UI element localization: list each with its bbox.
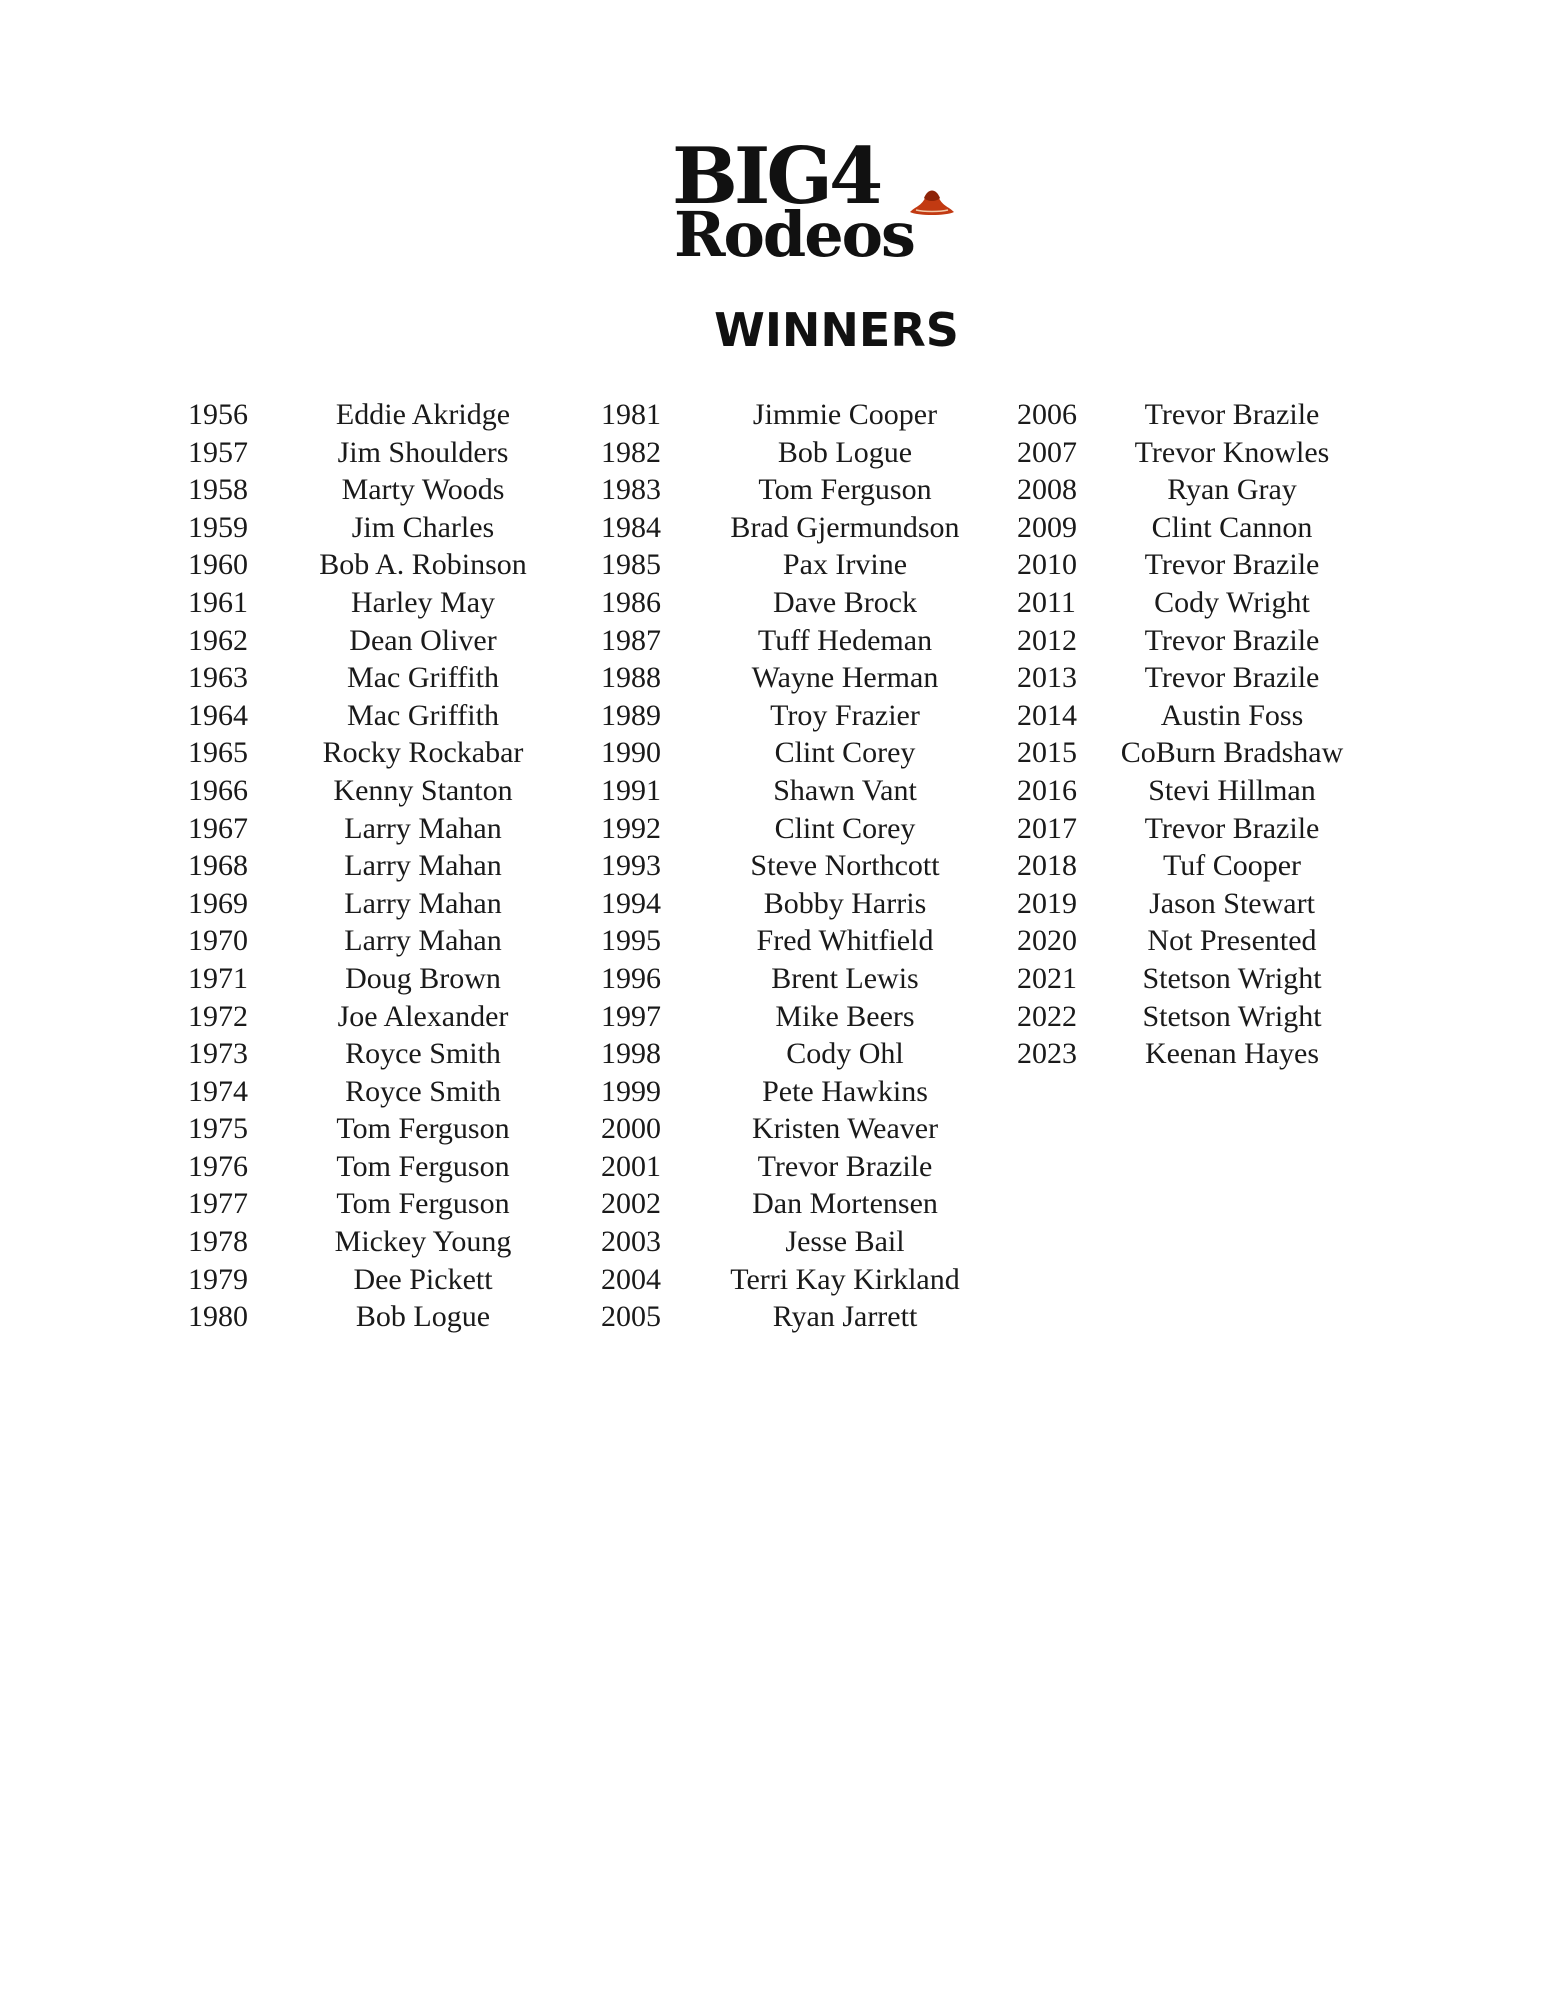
winner-name: Austin Foss (1160, 698, 1304, 732)
winner-year: 1970 (188, 924, 248, 958)
winner-year: 2011 (1017, 585, 1076, 619)
winner-name: Marty Woods (341, 473, 505, 507)
winner-year: 2009 (1017, 510, 1077, 544)
winner-year: 1980 (188, 1300, 248, 1334)
winner-year: 1998 (601, 1037, 661, 1071)
winner-name: Trevor Brazile (1144, 623, 1320, 657)
winner-year: 1978 (188, 1225, 248, 1259)
page-title: WINNERS (714, 303, 959, 357)
winner-name: Trevor Brazile (757, 1149, 933, 1183)
winner-name: Trevor Brazile (1144, 548, 1320, 582)
winner-name: Royce Smith (345, 1037, 501, 1071)
winner-name: Ryan Jarrett (772, 1300, 918, 1334)
winner-year: 2019 (1017, 886, 1077, 920)
winner-name: Tuff Hedeman (757, 623, 933, 657)
winner-name: Bob Logue (355, 1300, 491, 1334)
winner-name: Steve Northcott (750, 849, 940, 883)
winner-year: 2010 (1017, 548, 1077, 582)
winner-year: 1990 (601, 736, 661, 770)
winner-name: Larry Mahan (344, 886, 502, 920)
winner-year: 1975 (188, 1112, 248, 1146)
winner-year: 1969 (188, 886, 248, 920)
winner-year: 1973 (188, 1037, 248, 1071)
winner-name: Cody Wright (1154, 585, 1310, 619)
winner-name: Trevor Brazile (1144, 811, 1320, 845)
winner-year: 1963 (188, 661, 248, 695)
winner-year: 2005 (601, 1300, 661, 1334)
winner-name: Fred Whitfield (756, 924, 934, 958)
winner-name: Bob A. Robinson (319, 548, 527, 582)
big4-rodeos-logo (672, 131, 974, 271)
winner-year: 1981 (601, 398, 661, 431)
winner-year: 1960 (188, 548, 248, 582)
winner-name: Mickey Young (334, 1225, 512, 1259)
winner-year: 2004 (601, 1262, 661, 1296)
winner-name: Pete Hawkins (762, 1074, 928, 1108)
winner-year: 1959 (188, 510, 248, 544)
winner-year: 2008 (1017, 473, 1077, 507)
winner-name: Trevor Knowles (1134, 435, 1330, 469)
winner-name: Harley May (350, 585, 496, 619)
winner-year: 1993 (601, 849, 661, 883)
winner-name: Doug Brown (345, 961, 501, 995)
winner-name: CoBurn Bradshaw (1120, 736, 1344, 770)
winner-name: Stetson Wright (1142, 961, 1322, 995)
winner-year: 2014 (1017, 698, 1077, 732)
winner-year: 1996 (601, 961, 661, 995)
winner-year: 1972 (188, 999, 248, 1033)
winner-name: Jimmie Cooper (752, 398, 938, 431)
winner-year: 1965 (188, 736, 248, 770)
winner-name: Clint Corey (774, 736, 916, 770)
winner-name: Keenan Hayes (1144, 1037, 1320, 1071)
winner-year: 2001 (601, 1149, 661, 1183)
winner-name: Eddie Akridge (335, 398, 511, 431)
winner-year: 2021 (1017, 961, 1077, 995)
winner-name: Larry Mahan (344, 924, 502, 958)
winner-name: Joe Alexander (337, 999, 509, 1033)
winner-year: 1974 (188, 1074, 248, 1108)
winner-year: 1989 (601, 698, 661, 732)
winner-year: 1962 (188, 623, 248, 657)
winner-name: Cody Ohl (786, 1037, 904, 1071)
winner-year: 1977 (188, 1187, 248, 1221)
winner-year: 2002 (601, 1187, 661, 1221)
winner-year: 1971 (188, 961, 248, 995)
winner-year: 1982 (601, 435, 661, 469)
winner-year: 2007 (1017, 435, 1077, 469)
winner-year: 1994 (601, 886, 661, 920)
winner-year: 2012 (1017, 623, 1077, 657)
winner-year: 1991 (601, 773, 661, 807)
winner-year: 2023 (1017, 1037, 1077, 1071)
winner-name: Tom Ferguson (336, 1149, 510, 1183)
winner-name: Trevor Brazile (1144, 661, 1320, 695)
winner-year: 2020 (1017, 924, 1077, 958)
winner-year: 1984 (601, 510, 661, 544)
winner-name: Tom Ferguson (758, 473, 932, 507)
winner-name: Tom Ferguson (336, 1187, 510, 1221)
winner-year: 1988 (601, 661, 661, 695)
winner-name: Jim Shoulders (337, 435, 509, 469)
winner-name: Not Presented (1147, 924, 1317, 958)
winner-year: 1986 (601, 585, 661, 619)
winner-name: Dee Pickett (353, 1262, 493, 1296)
winner-year: 1987 (601, 623, 661, 657)
winner-name: Jim Charles (351, 510, 495, 544)
winner-name: Dave Brock (772, 585, 918, 619)
winner-year: 2003 (601, 1225, 661, 1259)
winner-name: Bobby Harris (763, 886, 927, 920)
winner-name: Stetson Wright (1142, 999, 1322, 1033)
logo-line-1: BIG4 (672, 131, 880, 222)
winner-name: Kristen Weaver (751, 1112, 939, 1146)
winner-name: Kenny Stanton (333, 773, 513, 807)
winner-year: 1985 (601, 548, 661, 582)
winner-name: Mac Griffith (347, 698, 499, 732)
winner-year: 1961 (188, 585, 248, 619)
winner-name: Troy Frazier (770, 698, 920, 732)
winner-name: Wayne Herman (751, 661, 939, 695)
winner-name: Tom Ferguson (336, 1112, 510, 1146)
winner-name: Rocky Rockabar (322, 736, 524, 770)
winner-year: 1976 (188, 1149, 248, 1183)
winner-name: Jason Stewart (1149, 886, 1315, 920)
winner-year: 2022 (1017, 999, 1077, 1033)
winner-name: Brad Gjermundson (730, 510, 960, 544)
winner-name: Larry Mahan (344, 811, 502, 845)
winner-year: 2018 (1017, 849, 1077, 883)
winner-name: Clint Cannon (1151, 510, 1313, 544)
winner-year: 1979 (188, 1262, 248, 1296)
winner-year: 1966 (188, 773, 248, 807)
winner-year: 1958 (188, 473, 248, 507)
winner-year: 1997 (601, 999, 661, 1033)
winner-year: 1999 (601, 1074, 661, 1108)
winner-year: 1995 (601, 924, 661, 958)
winner-name: Mac Griffith (347, 661, 499, 695)
winner-name: Tuf Cooper (1162, 849, 1302, 883)
winner-year: 2015 (1017, 736, 1077, 770)
winner-year: 1957 (188, 435, 248, 469)
winner-name: Brent Lewis (771, 961, 919, 995)
winner-name: Clint Corey (774, 811, 916, 845)
winner-name: Ryan Gray (1167, 473, 1297, 507)
winner-year: 2006 (1017, 398, 1077, 431)
winner-name: Bob Logue (777, 435, 913, 469)
winner-name: Larry Mahan (344, 849, 502, 883)
winner-year: 2000 (601, 1112, 661, 1146)
winner-year: 2016 (1017, 773, 1077, 807)
winner-name: Shawn Vant (773, 773, 917, 807)
winner-year: 1968 (188, 849, 248, 883)
logo-line-2: Rodeos (674, 198, 914, 271)
winner-year: 1992 (601, 811, 661, 845)
winner-year: 1983 (601, 473, 661, 507)
winner-year: 1956 (188, 398, 248, 431)
winner-year: 1964 (188, 698, 248, 732)
winner-year: 1967 (188, 811, 248, 845)
winner-name: Dan Mortensen (752, 1187, 938, 1221)
winner-year: 2013 (1017, 661, 1077, 695)
winner-name: Terri Kay Kirkland (730, 1262, 960, 1296)
winner-name: Stevi Hillman (1148, 773, 1316, 807)
winner-name: Royce Smith (345, 1074, 501, 1108)
winner-name: Mike Beers (775, 999, 915, 1033)
winner-name: Pax Irvine (782, 548, 908, 582)
winner-name: Trevor Brazile (1144, 398, 1320, 431)
winner-year: 2017 (1017, 811, 1077, 845)
winner-name: Jesse Bail (785, 1225, 905, 1259)
winner-name: Dean Oliver (349, 623, 497, 657)
